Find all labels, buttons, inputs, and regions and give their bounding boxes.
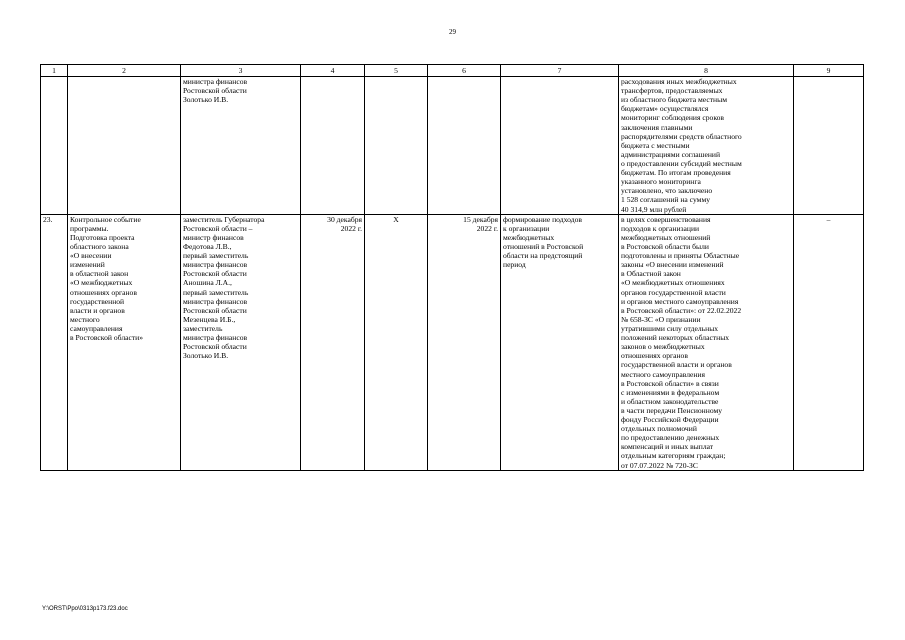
event-name-cell: Контрольное событие программы. Подготовка проекта областного закона «О внесении изменений в областной закон «О межбюджетных отношениях органов государственной власти и органов местного самоуправления в Ростовской области» <box>68 214 181 470</box>
row-number-cell: 23. <box>41 214 68 470</box>
expected-result-cell: формирование подходов к организации межбюджетных отношений в Ростовской области на предстоящий период <box>501 214 619 470</box>
column-number: 5 <box>365 65 428 77</box>
column-number: 6 <box>428 65 501 77</box>
column-number: 3 <box>181 65 301 77</box>
table-row <box>41 77 864 215</box>
column-number: 1 <box>41 65 68 77</box>
file-path-footer: Y:\ORST\Ppo\0313p173.f23.doc <box>42 606 128 612</box>
event-name-cell <box>68 77 181 215</box>
responsible-cell: заместитель Губернатора Ростовской области – министр финансов Федотова Л.В., первый заместитель министра финансов Ростовской области Аношина Л.А., первый заместитель министра финансов Ростовской области Мезенцева И.Б., заместитель министра финансов Ростовской области Золотько И.В. <box>181 214 301 470</box>
table-row <box>41 214 864 470</box>
responsible-cell: министра финансов Ростовской области Золотько И.В. <box>181 77 301 215</box>
report-table <box>40 64 864 471</box>
implementation-info-cell: в целях совершенствования подходов к организации межбюджетных отношений в Ростовской области были подготовлены и приняты Областные законы «О внесении изменений в Областной закон «О межбюджетных отношениях органов государственной власти и органов местного самоуправления в Ростовской области»: от 22.02.2022 № 658-ЗС «О признании утратившими силу отдельных положений некоторых областных законов о межбюджетных отношениях органов государственной власти и органов местного самоуправления в Ростовской области» в связи с изменениями в федеральном и областном законодательстве в части передачи Пенсионному фонду Российской Федерации отдельных полномочий по предоставлению денежных компенсаций и иных выплат отдельным категориям граждан; от 07.07.2022 № 720-ЗС <box>619 214 794 470</box>
note-cell <box>794 77 864 215</box>
column-number: 2 <box>68 65 181 77</box>
planned-date-cell: 30 декабря 2022 г. <box>301 214 365 470</box>
implementation-info-cell: расходования иных межбюджетных трансфертов, предоставляемых из областного бюджета местным бюджетам» осуществлялся мониторинг соблюдения сроков заключения главными распорядителями средств областного бюджета с местными администрациями соглашений о предоставлении субсидий местным бюджетам. По итогам проведения указанного мониторинга установлено, что заключено 1 528 соглашений на сумму 40 314,9 млн рублей <box>619 77 794 215</box>
fact-date-cell: 15 декабря 2022 г. <box>428 214 501 470</box>
column-number: 9 <box>794 65 864 77</box>
fact-date-cell <box>428 77 501 215</box>
note-cell: – <box>794 214 864 470</box>
row-number-cell <box>41 77 68 215</box>
page-number: 29 <box>449 28 456 36</box>
column-5-cell: Х <box>365 214 428 470</box>
column-number: 4 <box>301 65 365 77</box>
column-number-row <box>41 65 864 77</box>
planned-date-cell <box>301 77 365 215</box>
column-number: 8 <box>619 65 794 77</box>
expected-result-cell <box>501 77 619 215</box>
column-5-cell <box>365 77 428 215</box>
column-number: 7 <box>501 65 619 77</box>
